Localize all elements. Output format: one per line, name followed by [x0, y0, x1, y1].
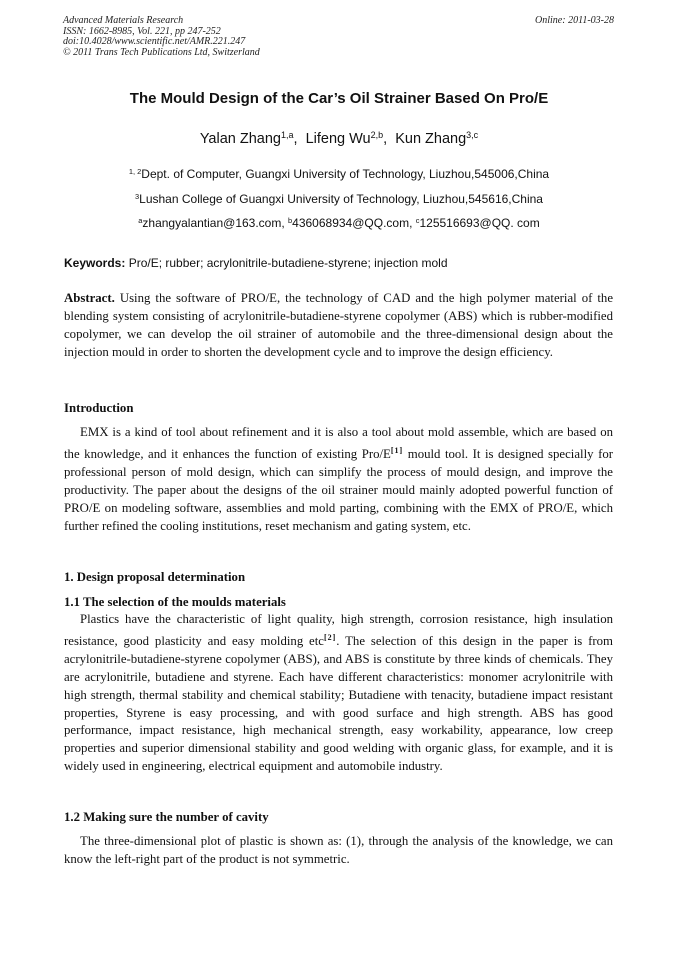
author-mark: 1,a	[280, 130, 294, 141]
email-text: zhangyalantian@163.com,	[142, 216, 289, 230]
author-mark: 3,c	[466, 130, 479, 141]
journal-name: Advanced Materials Research	[63, 15, 184, 26]
section-heading: Introduction	[64, 401, 134, 415]
subsection-heading: 1.2 Making sure the number of cavity	[64, 810, 269, 824]
affiliation-mark: 1, 2	[128, 166, 142, 176]
subsection-heading: 1.1 The selection of the moulds materials	[64, 595, 286, 609]
affiliation-text: Lushan College of Guangxi University of Technology, Liuzhou,545616,China	[139, 192, 543, 206]
paragraph-text: mould tool. It is designed specially for professional person of mold design, which can simplify the process of mould design, and improve the productivity. The paper about the designs of the oil strainer mould mainly adopted powerful function of PRO/E on modeling software, assemblies and mold parting, combining with the EMX of PRO/E, which further refined the cooling institutions, reset mechanism and gating system, etc.	[64, 446, 613, 533]
paragraph-text: Plastics have the characteristic of light quality, high strength, corrosion resistance, high insulation resistance, good plasticity and easy molding etc	[64, 612, 613, 648]
paper-title: The Mould Design of the Car’s Oil Strainer Based On Pro/E	[129, 90, 549, 107]
affiliation-mark: 3	[135, 191, 140, 201]
citation: [1]	[390, 445, 404, 455]
author-name: Yalan Zhang	[199, 131, 281, 147]
section-heading: 1. Design proposal determination	[64, 570, 246, 584]
paragraph-text: . The selection of this design in the paper is from acrylonitrile-butadiene-styrene copolymer (ABS), and ABS is constitute by three kinds of chemicals. They are acrylonitrile, butadiene and styrene. Each have different characteristics: monomer acrylonitrile with high strength, thermal stability and chemical stability; Butadiene with tenacity, butadiene impact resistant properties, Styrene is easy processing, and with good surface and high strength. ABS has good performance, impact resistance, high mechanical strength, easy workability, appearance, low creep properties and superior dimensional stability and good welding with organic glass, for example, and it is widely used in engineering, electrical equipment and automobile industry.	[64, 633, 613, 774]
author-list: Yalan Zhang$^{1,a}$, Lifeng Wu$^{2,b}$, Kun Zhang$^{3,c}$	[199, 130, 479, 147]
email-list	[0, 216, 678, 230]
citation: [2]	[323, 632, 337, 642]
introduction-paragraph	[64, 424, 613, 535]
materials-paragraph	[64, 611, 613, 776]
copyright-line: © 2011 Trans Tech Publications Ltd, Switzerland	[63, 46, 260, 58]
affiliation	[0, 192, 678, 206]
doi-line: doi:10.4028/www.scientific.net/AMR.221.247	[63, 36, 246, 47]
email-mark: c	[415, 215, 420, 225]
email-mark: b	[288, 215, 293, 225]
author-name: Kun Zhang	[395, 131, 467, 147]
author-name: Lifeng Wu	[305, 131, 371, 147]
email-text: 436068934@QQ.com,	[292, 216, 416, 230]
abstract	[64, 290, 613, 362]
paragraph-text: EMX is a kind of tool about refinement and it is also a tool about mold assemble, which are based on the knowledge, and it enhances the function of existing Pro/E	[64, 425, 613, 461]
online-date: Online: 2011-03-28	[535, 15, 614, 26]
affiliation-text: Dept. of Computer, Guangxi University of Technology, Liuzhou,545006,China	[141, 167, 550, 181]
abstract-label: Abstract.	[64, 291, 115, 305]
email-mark: a	[138, 215, 143, 225]
issn-line: ISSN: 1662-8985, Vol. 221, pp 247-252	[63, 25, 221, 37]
cavity-paragraph: The three-dimensional plot of plastic is shown as: (1), through the analysis of the knowledge, we can know the left-right part of the product is not symmetric.	[64, 834, 613, 866]
affiliation	[0, 167, 678, 181]
journal-header	[63, 16, 260, 58]
keywords-label: Keywords:	[64, 256, 126, 270]
abstract-text: Using the software of PRO/E, the technology of CAD and the high polymer material of the blending system consisting of acrylonitrile-butadiene-styrene copolymer (ABS) which is rubber-modified copolymer, we can develop the oil strainer of automobile and the three-dimensional design about the injection mould in order to shorten the development cycle and to improve the design efficiency.	[64, 291, 613, 359]
author-mark: 2,b	[370, 130, 384, 141]
keywords-text: Pro/E; rubber; acrylonitrile-butadiene-styrene; injection mold	[128, 256, 448, 270]
email-text: 125516693@QQ. com	[419, 216, 540, 230]
keywords	[64, 256, 448, 270]
